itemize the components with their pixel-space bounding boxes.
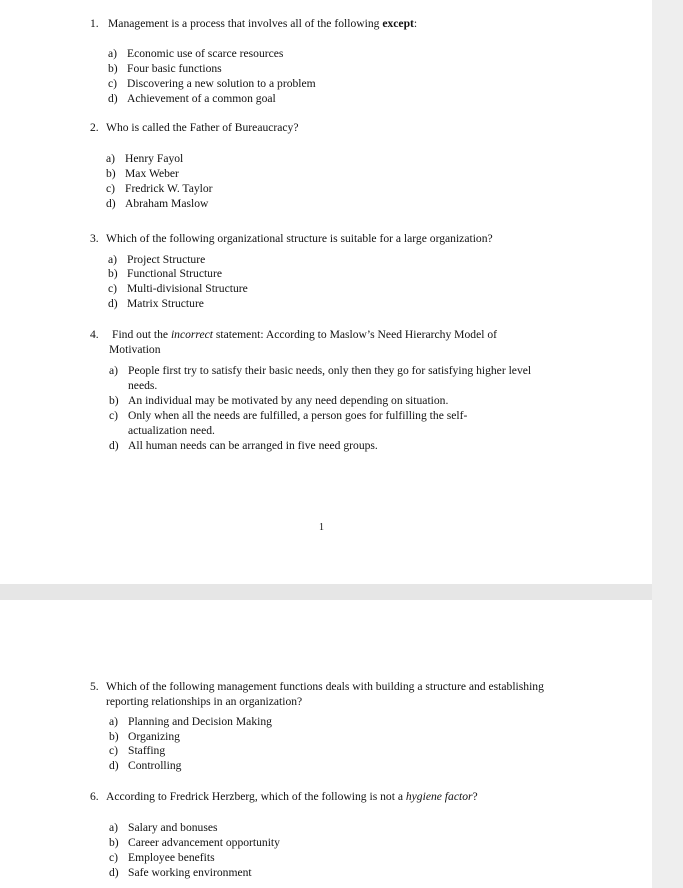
question-stem-line-1: Find out the incorrect statement: According to Maslow’s Need Hierarchy Model of (112, 328, 497, 341)
question-4: 4. Find out the incorrect statement: According to Maslow’s Need Hierarchy Model of Motivation a) People first try to satisfy their basic needs, only then they go for satisfying higher level needs. b) An individual may be motivated by any need depending on situation. c) Only when all the needs are fulfilled, a person goes for fulfilling the self-actualization need. d) All human needs can be arranged in five need groups. (90, 327, 630, 457)
question-2: 2. Who is called the Father of Bureaucracy? a) Henry Fayol b) Max Weber c) Fredrick W. Taylor d) Abraham Maslow (90, 121, 299, 210)
question-stem: According to Fredrick Herzberg, which of the following is not a hygiene factor? (106, 790, 478, 803)
question-number: 1. (90, 17, 99, 30)
emphasis-except: except (382, 17, 414, 30)
emphasis-incorrect: incorrect (170, 328, 214, 341)
question-number: 4. (90, 328, 99, 341)
question-6: 6. According to Fredrick Herzberg, which of the following is not a hygiene factor? a) Salary and bonuses b) Career advancement opportunity c) Employee benefits d) Safe working environment (90, 790, 478, 879)
question-number: 3. (90, 232, 99, 245)
scrollbar[interactable] (652, 0, 683, 888)
question-stem-line-2: Motivation (109, 343, 161, 356)
question-5: 5. Which of the following management functions deals with building a structure and establishing reporting relationships in an organization? a) Planning and Decision Making b) Organizing c) Staffing d) Controlling (90, 679, 630, 774)
question-3: 3. Which of the following organizational structure is suitable for a large organization? a) Project Structure b) Functional Structure c) Multi-divisional Structure d) Matrix Structure (90, 232, 493, 310)
option-c: c) Only when all the needs are fulfilled, a person goes for fulfilling the self-actualization need. (109, 409, 468, 437)
page-number: 1 (319, 522, 324, 533)
question-stem: Management is a process that involves all of the following except: (108, 17, 418, 30)
question-stem: Who is called the Father of Bureaucracy? (106, 121, 299, 134)
document-page-2 (0, 600, 652, 888)
question-stem: Which of the following organizational structure is suitable for a large organization? (106, 232, 493, 245)
question-stem: Which of the following management functions deals with building a structure and establishing reporting relationships in an organization? (106, 680, 544, 708)
option-a: a) People first try to satisfy their basic needs, only then they go for satisfying higher level needs. (109, 364, 532, 392)
question-1: 1. Management is a process that involves all of the following except: a) Economic use of scarce resources b) Four basic functions c) Discovering a new solution to a problem d) Achievement of a common goal (90, 17, 418, 105)
question-number: 2. (90, 121, 99, 134)
question-number: 5. (90, 680, 99, 693)
question-number: 6. (90, 790, 99, 803)
emphasis-hygiene-factor: hygiene factor (405, 790, 473, 803)
